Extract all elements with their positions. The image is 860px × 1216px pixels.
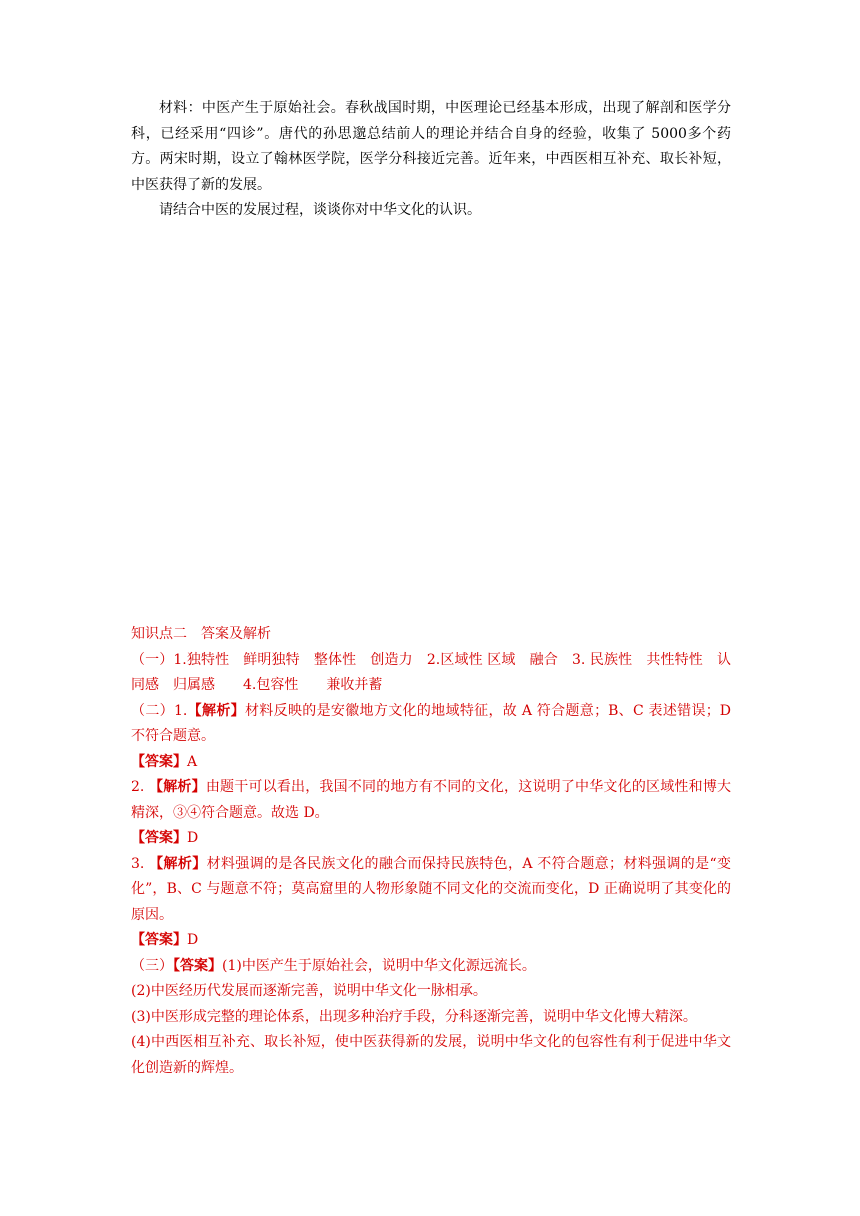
q1-answer-line [131, 750, 731, 776]
answer-tag: 【答案】 [131, 753, 187, 770]
part2-q3 [131, 852, 731, 929]
jiexi-tag: 【解析】 [187, 702, 245, 719]
question-text: 请结合中医的发展过程，谈谈你对中华文化的认识。 [159, 202, 481, 218]
q3-answer-line [131, 928, 731, 954]
q2-prefix: 2. [131, 779, 150, 795]
material-section [131, 96, 731, 224]
part3-item-4: (4)中西医相互补充、取长补短，使中医获得新的发展，说明中华文化的包容性有利于促进中华文化创造新的辉煌。 [131, 1034, 731, 1076]
q2-answer: D [187, 830, 199, 846]
answers-section [131, 622, 731, 1081]
q3-prefix: 3. [131, 855, 150, 872]
jiexi-tag: 【解析】 [149, 779, 206, 795]
part3-item-3: (3)中医形成完整的理论体系，出现多种治疗手段，分科逐渐完善，说明中华文化博大精深。 [131, 1008, 697, 1025]
part3-item-2: (2)中医经历代发展而逐渐完善，说明中华文化一脉相承。 [131, 983, 487, 999]
answers-heading: 知识点二 答案及解析 [131, 626, 271, 642]
q1-explanation: 材料反映的是安徽地方文化的地域特征，故 A 符合题意；B、C 表述错误；D 不符合题意。 [131, 702, 732, 744]
q2-answer-line [131, 826, 731, 852]
material-paragraph: 材料：中医产生于原始社会。春秋战国时期，中医理论已经基本形成，出现了解剖和医学分科，已经采用“四诊”。唐代的孙思邈总结前人的理论并结合自身的经验，收集了 5000多个药方。两宋时期，设立了翰林医学院，医学分科接近完善。近年来，中西医相互补充、取长补短，中医获得了新的发展。 [131, 100, 731, 193]
answer-tag: 【答案】 [131, 830, 187, 846]
part1-answers: （一）1.独特性 鲜明独特 整体性 创造力 2.区域性 区域 融合 3. 民族性 共性特性 认同感 归属感 4.包容性 兼收并蓄 [131, 651, 731, 693]
jiexi-tag: 【解析】 [149, 855, 207, 872]
q1-answer: A [187, 753, 198, 770]
part2-prefix: （二）1. [131, 702, 188, 719]
part3-item-1: (1)中医产生于原始社会，说明中华文化源远流长。 [222, 957, 536, 974]
part3-prefix: （三） [131, 957, 173, 974]
answer-tag: 【答案】 [173, 957, 222, 974]
part2-q2 [131, 775, 731, 826]
part3-line1 [131, 954, 731, 980]
q3-answer: D [187, 932, 199, 948]
part2-q1 [131, 699, 731, 750]
q3-explanation: 材料强调的是各民族文化的融合而保持民族特色，A 不符合题意；材料强调的是“变化”，B、C 与题意不符；莫高窟里的人物形象随不同文化的交流而变化，D 正确说明了其变化的原因。 [131, 855, 732, 923]
q2-explanation: 由题干可以看出，我国不同的地方有不同的文化，这说明了中华文化的区域性和博大精深，③④符合题意。故选 D。 [131, 779, 732, 821]
answer-tag: 【答案】 [131, 932, 187, 948]
